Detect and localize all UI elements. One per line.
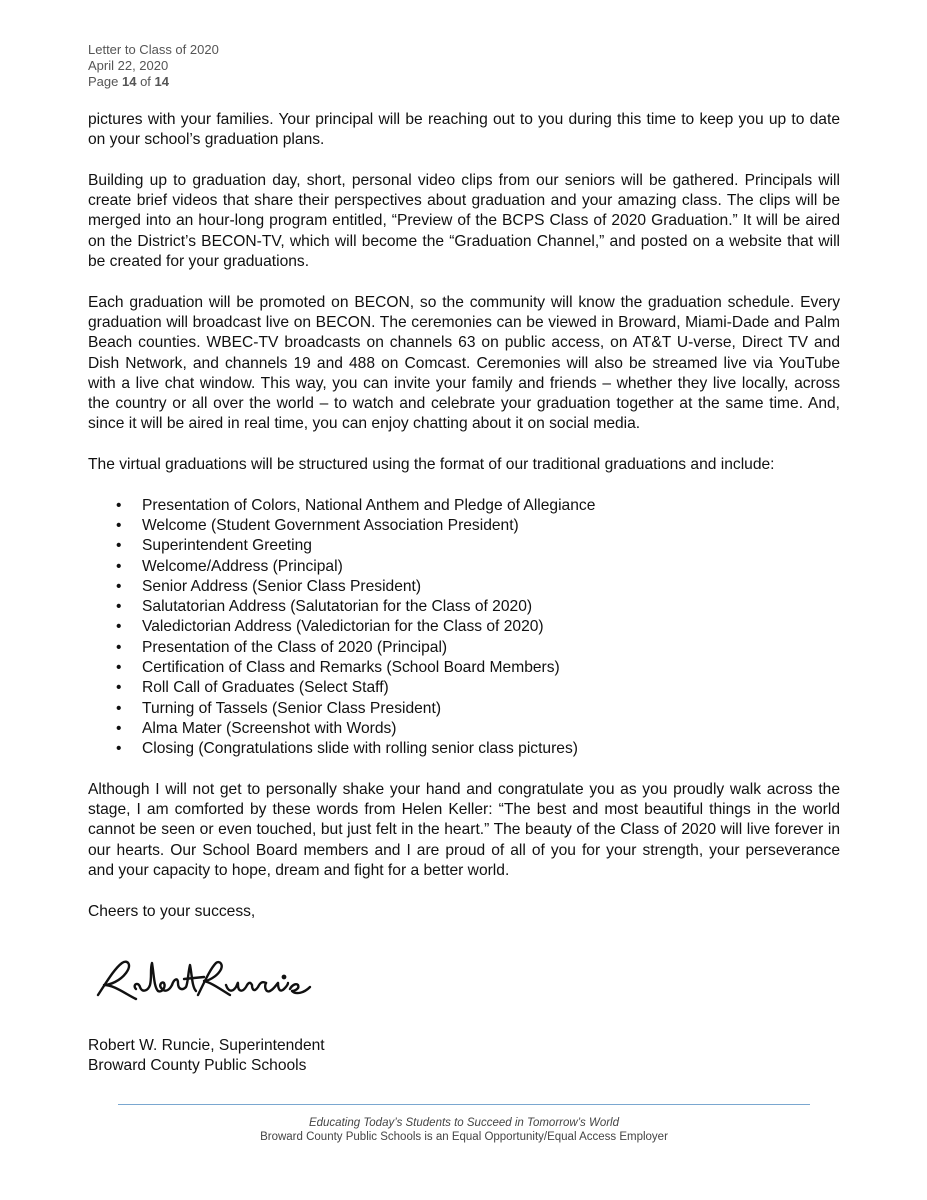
footer-eeo-statement: Broward County Public Schools is an Equal Opportunity/Equal Access Employer [260, 1131, 668, 1143]
signer-organization: Broward County Public Schools [88, 1057, 307, 1075]
paragraph-becon-broadcast: Each graduation will be promoted on BECON, so the community will know the graduation schedule. Every graduation will broadcast live on BECON. The ceremonies can be viewed in Broward, Miami-Dade and Palm Beach counties. WBEC-TV broadcasts on channels 63 on public access, on AT&T U-verse, Direct TV and Dish Network, and channels 19 and 488 on Comcast. Ceremonies will also be streamed live via YouTube with a live chat window. This way, you can invite your family and friends – whether they live locally, across the country or all over the world – to watch and celebrate your graduation together at the same time. And, since it will be aired in real time, you can enjoy chatting about it on social media. [88, 293, 840, 433]
list-item: • Closing (Congratulations slide with rolling senior class pictures) [88, 739, 840, 759]
bullet-marker: • [116, 740, 122, 758]
bullet-marker: • [116, 557, 122, 575]
list-item: • Welcome/Address (Principal) [88, 557, 840, 577]
list-item: • Senior Address (Senior Class President) [88, 577, 840, 597]
list-item: • Presentation of Colors, National Anthem and Pledge of Allegiance [88, 496, 840, 516]
paragraph-continuation: pictures with your families. Your principal will be reaching out to you during this time to keep you up to date on your school’s graduation plans. [88, 111, 840, 149]
salutation: Cheers to your success, [88, 902, 256, 920]
paragraph-video-clips: Building up to graduation day, short, personal video clips from our seniors will be gathered. Principals will create brief videos that share their perspectives about graduation and your amazing class. The clips will be merged into an hour-long program entitled, “Preview of the BCPS Class of 2020 Graduation.” It will be aired on the District’s BECON-TV, which will become the “Graduation Channel,” and posted on a website that will be created for your graduations. [88, 171, 840, 271]
signature-image [92, 955, 317, 1005]
page-header [88, 42, 219, 90]
bullet-marker: • [116, 719, 122, 737]
bullet-marker: • [116, 659, 122, 677]
footer-motto: Educating Today’s Students to Succeed in Tomorrow’s World [308, 1117, 620, 1129]
bullet-marker: • [116, 618, 122, 636]
bullet-marker: • [116, 699, 122, 717]
letter-body [88, 110, 840, 942]
bullet-marker: • [116, 598, 122, 616]
bullet-marker: • [116, 516, 122, 534]
list-item: • Alma Mater (Screenshot with Words) [88, 719, 840, 739]
paragraph-format-intro: The virtual graduations will be structured using the format of our traditional graduations and include: [88, 456, 775, 474]
list-item: • Certification of Class and Remarks (School Board Members) [88, 658, 840, 678]
paragraph-closing: Although I will not get to personally shake your hand and congratulate you as you proudly walk across the stage, I am comforted by these words from Helen Keller: “The best and most beautiful things in the world cannot be seen or even touched, but just felt in the heart.” The beauty of the Class of 2020 will live forever in our hearts. Our School Board members and I are proud of all of you for your strength, your perseverance and your capacity to hope, dream and fight for a better world. [88, 780, 840, 879]
header-date: April 22, 2020 [88, 58, 169, 73]
list-item: • Welcome (Student Government Association President) [88, 516, 840, 536]
program-list [88, 496, 840, 760]
footer-divider [118, 1104, 810, 1105]
page-footer [118, 1116, 810, 1144]
bullet-marker: • [116, 638, 122, 656]
bullet-marker: • [116, 679, 122, 697]
list-item: • Valedictorian Address (Valedictorian for the Class of 2020) [88, 617, 840, 637]
list-item: • Superintendent Greeting [88, 536, 840, 556]
header-page-number: Page 14 of 14 [88, 74, 169, 89]
bullet-marker: • [116, 496, 122, 514]
list-item: • Presentation of the Class of 2020 (Principal) [88, 638, 840, 658]
list-item: • Roll Call of Graduates (Select Staff) [88, 678, 840, 698]
bullet-marker: • [116, 577, 122, 595]
list-item: • Turning of Tassels (Senior Class President) [88, 699, 840, 719]
signature-block [88, 1036, 325, 1077]
header-letter-title: Letter to Class of 2020 [88, 42, 219, 57]
bullet-marker: • [116, 537, 122, 555]
list-item: • Salutatorian Address (Salutatorian for the Class of 2020) [88, 597, 840, 617]
signer-name-title: Robert W. Runcie, Superintendent [88, 1037, 325, 1054]
